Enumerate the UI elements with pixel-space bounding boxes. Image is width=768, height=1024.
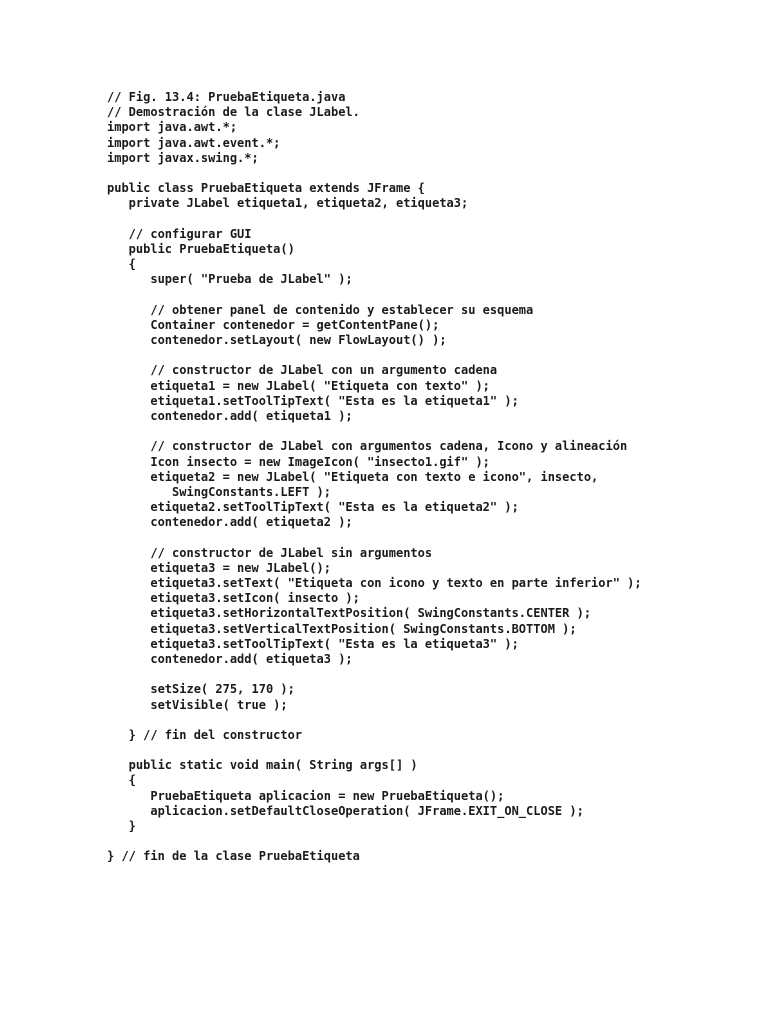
code-line (107, 713, 642, 728)
code-line: public class PruebaEtiqueta extends JFrame { (107, 181, 425, 196)
code-line: contenedor.setLayout( new FlowLayout() ); (107, 333, 447, 347)
code-line: public static void main( String args[] ) (107, 758, 418, 773)
code-line: etiqueta3.setText( "Etiqueta con icono y texto en parte inferior" ); (107, 576, 642, 590)
code-line: etiqueta1 = new JLabel( "Etiqueta con texto" ); (107, 378, 490, 393)
code-line: Container contenedor = getContentPane(); (107, 317, 440, 332)
code-line: } (107, 819, 136, 833)
code-line: etiqueta3.setToolTipText( "Esta es la etiqueta3" ); (107, 636, 519, 651)
code-line (107, 424, 642, 439)
code-line (107, 834, 642, 849)
code-line: { (107, 773, 136, 788)
code-line: // constructor de JLabel sin argumentos (107, 545, 433, 560)
code-line: import java.awt.*; (107, 120, 238, 135)
code-line: Icon insecto = new ImageIcon( "insecto1.gif" ); (107, 454, 490, 469)
code-line (107, 166, 642, 181)
code-line: etiqueta3.setIcon( insecto ); (107, 591, 360, 606)
code-line: private JLabel etiqueta1, etiqueta2, etiqueta3; (107, 196, 469, 211)
code-line (107, 287, 642, 302)
code-line: contenedor.add( etiqueta3 ); (107, 651, 353, 666)
code-line: { (107, 257, 136, 272)
code-line: etiqueta3.setVerticalTextPosition( SwingConstants.BOTTOM ); (107, 621, 577, 636)
code-line (107, 530, 642, 545)
code-line: etiqueta2 = new JLabel( "Etiqueta con texto e icono", insecto, (107, 469, 599, 484)
code-line: // Demostración de la clase JLabel. (107, 105, 360, 120)
code-line: import java.awt.event.*; (107, 135, 281, 150)
code-line: etiqueta1.setToolTipText( "Esta es la etiqueta1" ); (107, 393, 519, 408)
code-line: etiqueta3.setHorizontalTextPosition( SwingConstants.CENTER ); (107, 606, 592, 621)
code-line: contenedor.add( etiqueta2 ); (107, 515, 353, 530)
code-line: // obtener panel de contenido y establecer su esquema (107, 302, 534, 317)
code-line (107, 348, 642, 363)
code-line: PruebaEtiqueta aplicacion = new PruebaEtiqueta(); (107, 788, 505, 803)
code-line (107, 212, 642, 227)
code-line: // constructor de JLabel con un argumento cadena (107, 363, 498, 378)
code-line: SwingConstants.LEFT ); (107, 484, 331, 499)
code-line: } // fin de la clase PruebaEtiqueta (107, 849, 360, 864)
code-line: etiqueta3 = new JLabel(); (107, 560, 331, 575)
code-line: public PruebaEtiqueta() (107, 241, 295, 256)
code-line: contenedor.add( etiqueta1 ); (107, 408, 353, 423)
code-listing (107, 90, 642, 865)
code-line (107, 743, 642, 758)
code-line: import javax.swing.*; (107, 150, 259, 165)
code-line: setVisible( true ); (107, 697, 288, 712)
code-line (107, 667, 642, 682)
code-line: } // fin del constructor (107, 727, 303, 742)
code-line: // constructor de JLabel con argumentos cadena, Icono y alineación (107, 439, 628, 454)
code-line: aplicacion.setDefaultCloseOperation( JFrame.EXIT_ON_CLOSE ); (107, 803, 584, 818)
code-line: etiqueta2.setToolTipText( "Esta es la etiqueta2" ); (107, 500, 519, 515)
code-line: // Fig. 13.4: PruebaEtiqueta.java (107, 90, 346, 104)
code-line: setSize( 275, 170 ); (107, 682, 295, 697)
code-line: // configurar GUI (107, 226, 252, 241)
code-line: super( "Prueba de JLabel" ); (107, 272, 353, 287)
